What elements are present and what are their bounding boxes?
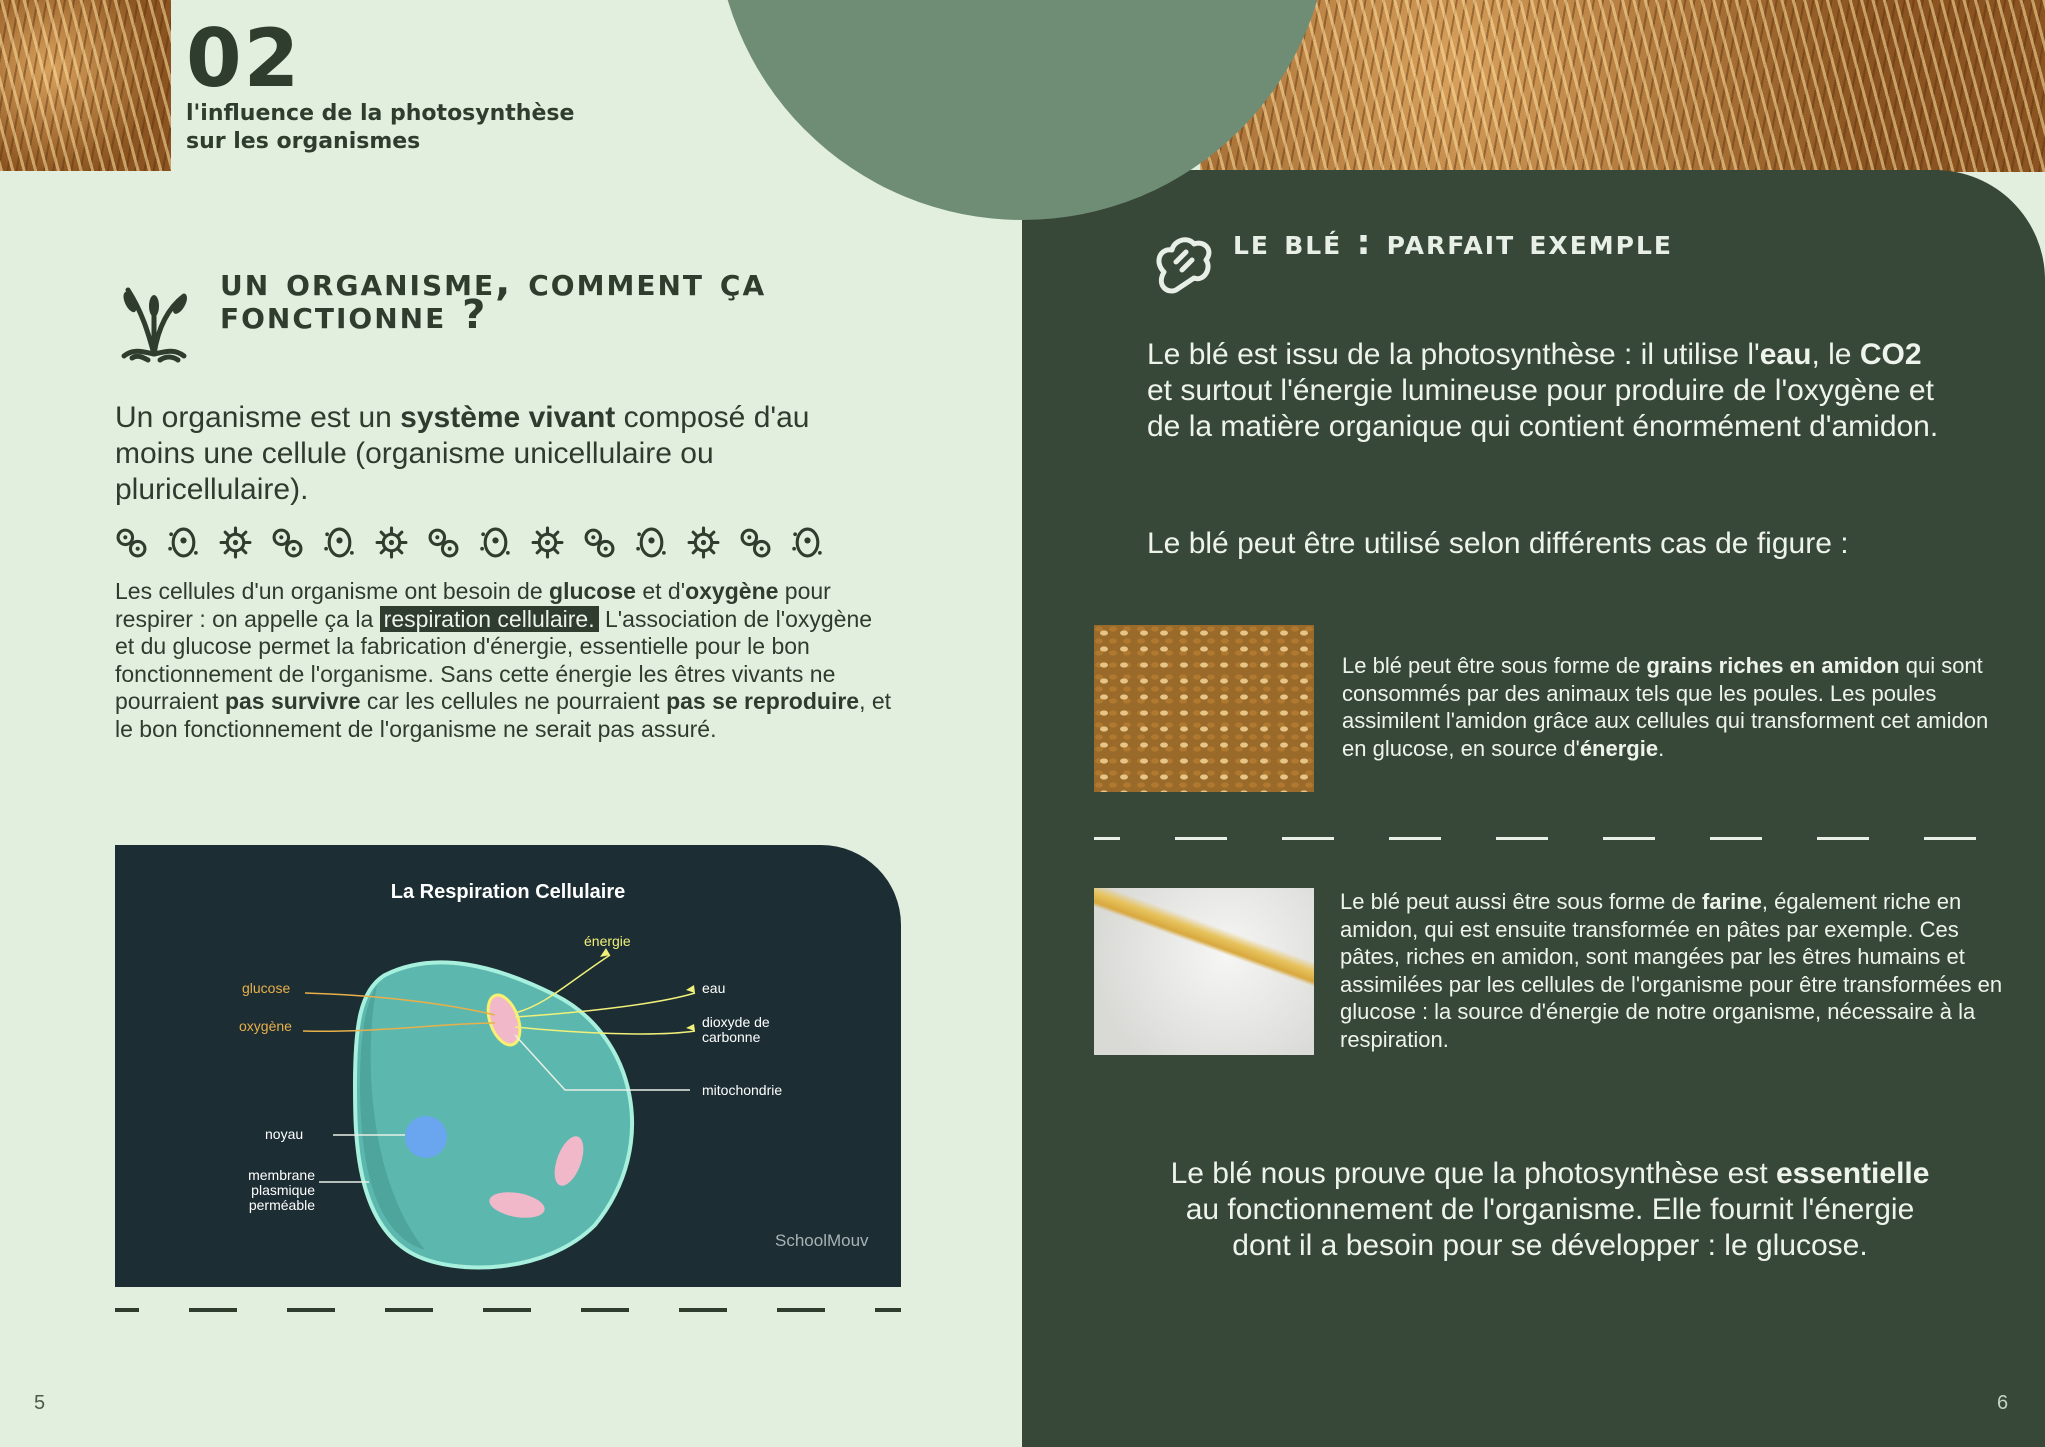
bacteria-icon bbox=[427, 526, 460, 559]
virus-icon bbox=[687, 526, 720, 559]
body-paragraph: Les cellules d'un organisme ont besoin de glucose et d'oxygène pour respirer : on appelle ça la respiration cellulaire. L'association de l'oxygène et du glucose permet la fabrication d'énergie, essentielle pour le bon fonctionnement de l'organisme. Sans cette énergie les êtres vivants ne pourraient pas survivre car les cellules ne pourraient pas se reproduire, et le bon fonctionnement de l'organisme ne serait pas assuré. bbox=[115, 578, 892, 742]
nucleus bbox=[405, 1116, 447, 1158]
highlighted-term: respiration cellulaire. bbox=[380, 606, 599, 632]
dashed-divider bbox=[115, 1308, 901, 1312]
bacteria-icon bbox=[739, 526, 772, 559]
label-glucose: glucose bbox=[242, 980, 291, 996]
page-number-right: 6 bbox=[1997, 1392, 2009, 1414]
intro-paragraph: Un organisme est un système vivant composé d'au moins une cellule (organisme unicellulaire ou pluricellulaire). bbox=[115, 401, 810, 506]
bacteria-icon bbox=[115, 526, 148, 559]
wheat-field-photo bbox=[1200, 0, 2045, 172]
cell-icon bbox=[323, 526, 356, 559]
diagram-credit: SchoolMouv bbox=[775, 1231, 869, 1250]
label-membrane: membrane plasmique perméable bbox=[248, 1167, 315, 1213]
wheat-intro-paragraph: Le blé est issu de la photosynthèse : il utilise l'eau, le CO2 et surtout l'énergie lumineuse pour produire de l'oxygène et de la matière organique qui contient énormément d'amidon. bbox=[1147, 338, 1939, 443]
virus-icon bbox=[219, 526, 252, 559]
wheat-grains-photo bbox=[1094, 625, 1314, 792]
section-title: un organisme, comment ça fonctionne ? bbox=[220, 259, 767, 338]
respiration-diagram bbox=[115, 845, 901, 1287]
bacteria-icon bbox=[271, 526, 304, 559]
cell-icon bbox=[479, 526, 512, 559]
cell-icon bbox=[167, 526, 200, 559]
chapter-number: 02 bbox=[186, 12, 302, 105]
plant-icon bbox=[118, 282, 190, 364]
virus-icon bbox=[375, 526, 408, 559]
label-noyau: noyau bbox=[265, 1126, 304, 1142]
bacteria-icon bbox=[583, 526, 616, 559]
cell-icons-row bbox=[115, 526, 824, 559]
dashed-divider bbox=[1094, 837, 1994, 840]
label-energie: énergie bbox=[584, 933, 631, 949]
chapter-title: l'influence de la photosynthèse sur les organismes bbox=[186, 101, 575, 154]
cell-icon bbox=[635, 526, 668, 559]
label-eau: eau bbox=[702, 980, 726, 996]
wheat-uses-paragraph: Le blé peut être utilisé selon différents cas de figure : bbox=[1147, 527, 1849, 560]
flour-paragraph: Le blé peut aussi être sous forme de farine, également riche en amidon, qui est ensuite transformée en pâtes par exemple. Ces pâtes, riches en amidon, sont mangées par les êtres humains et assimilées par les cellules de l'organisme pour être transformées en glucose : la source d'énergie de notre organisme, nécessaire à la respiration. bbox=[1340, 889, 2003, 1052]
grains-paragraph: Le blé peut être sous forme de grains riches en amidon qui sont consommés par des animaux tels que les poules. Les poules assimilent l'amidon grâce aux cellules qui transforment cet amidon en glucose, en source d'énergie. bbox=[1342, 653, 1989, 761]
conclusion-paragraph: Le blé nous prouve que la photosynthèse est essentielle au fonctionnement de l'organisme. Elle fournit l'énergie dont il a besoin pour se développer : le glucose. bbox=[1170, 1157, 1930, 1262]
label-mitochondrie: mitochondrie bbox=[702, 1082, 783, 1098]
flour-photo bbox=[1094, 888, 1314, 1055]
page-number-left: 5 bbox=[34, 1392, 46, 1414]
section-title: le blé : parfait exemple bbox=[1233, 223, 1673, 263]
label-dioxyde: dioxyde de carbonne bbox=[702, 1014, 770, 1045]
cell-icon bbox=[791, 526, 824, 559]
cell-illustration bbox=[115, 845, 901, 1287]
bread-icon bbox=[1150, 232, 1216, 298]
diagram-title: La Respiration Cellulaire bbox=[390, 881, 626, 903]
wheat-photo bbox=[0, 0, 171, 171]
label-oxygene: oxygène bbox=[239, 1018, 292, 1034]
virus-icon bbox=[531, 526, 564, 559]
